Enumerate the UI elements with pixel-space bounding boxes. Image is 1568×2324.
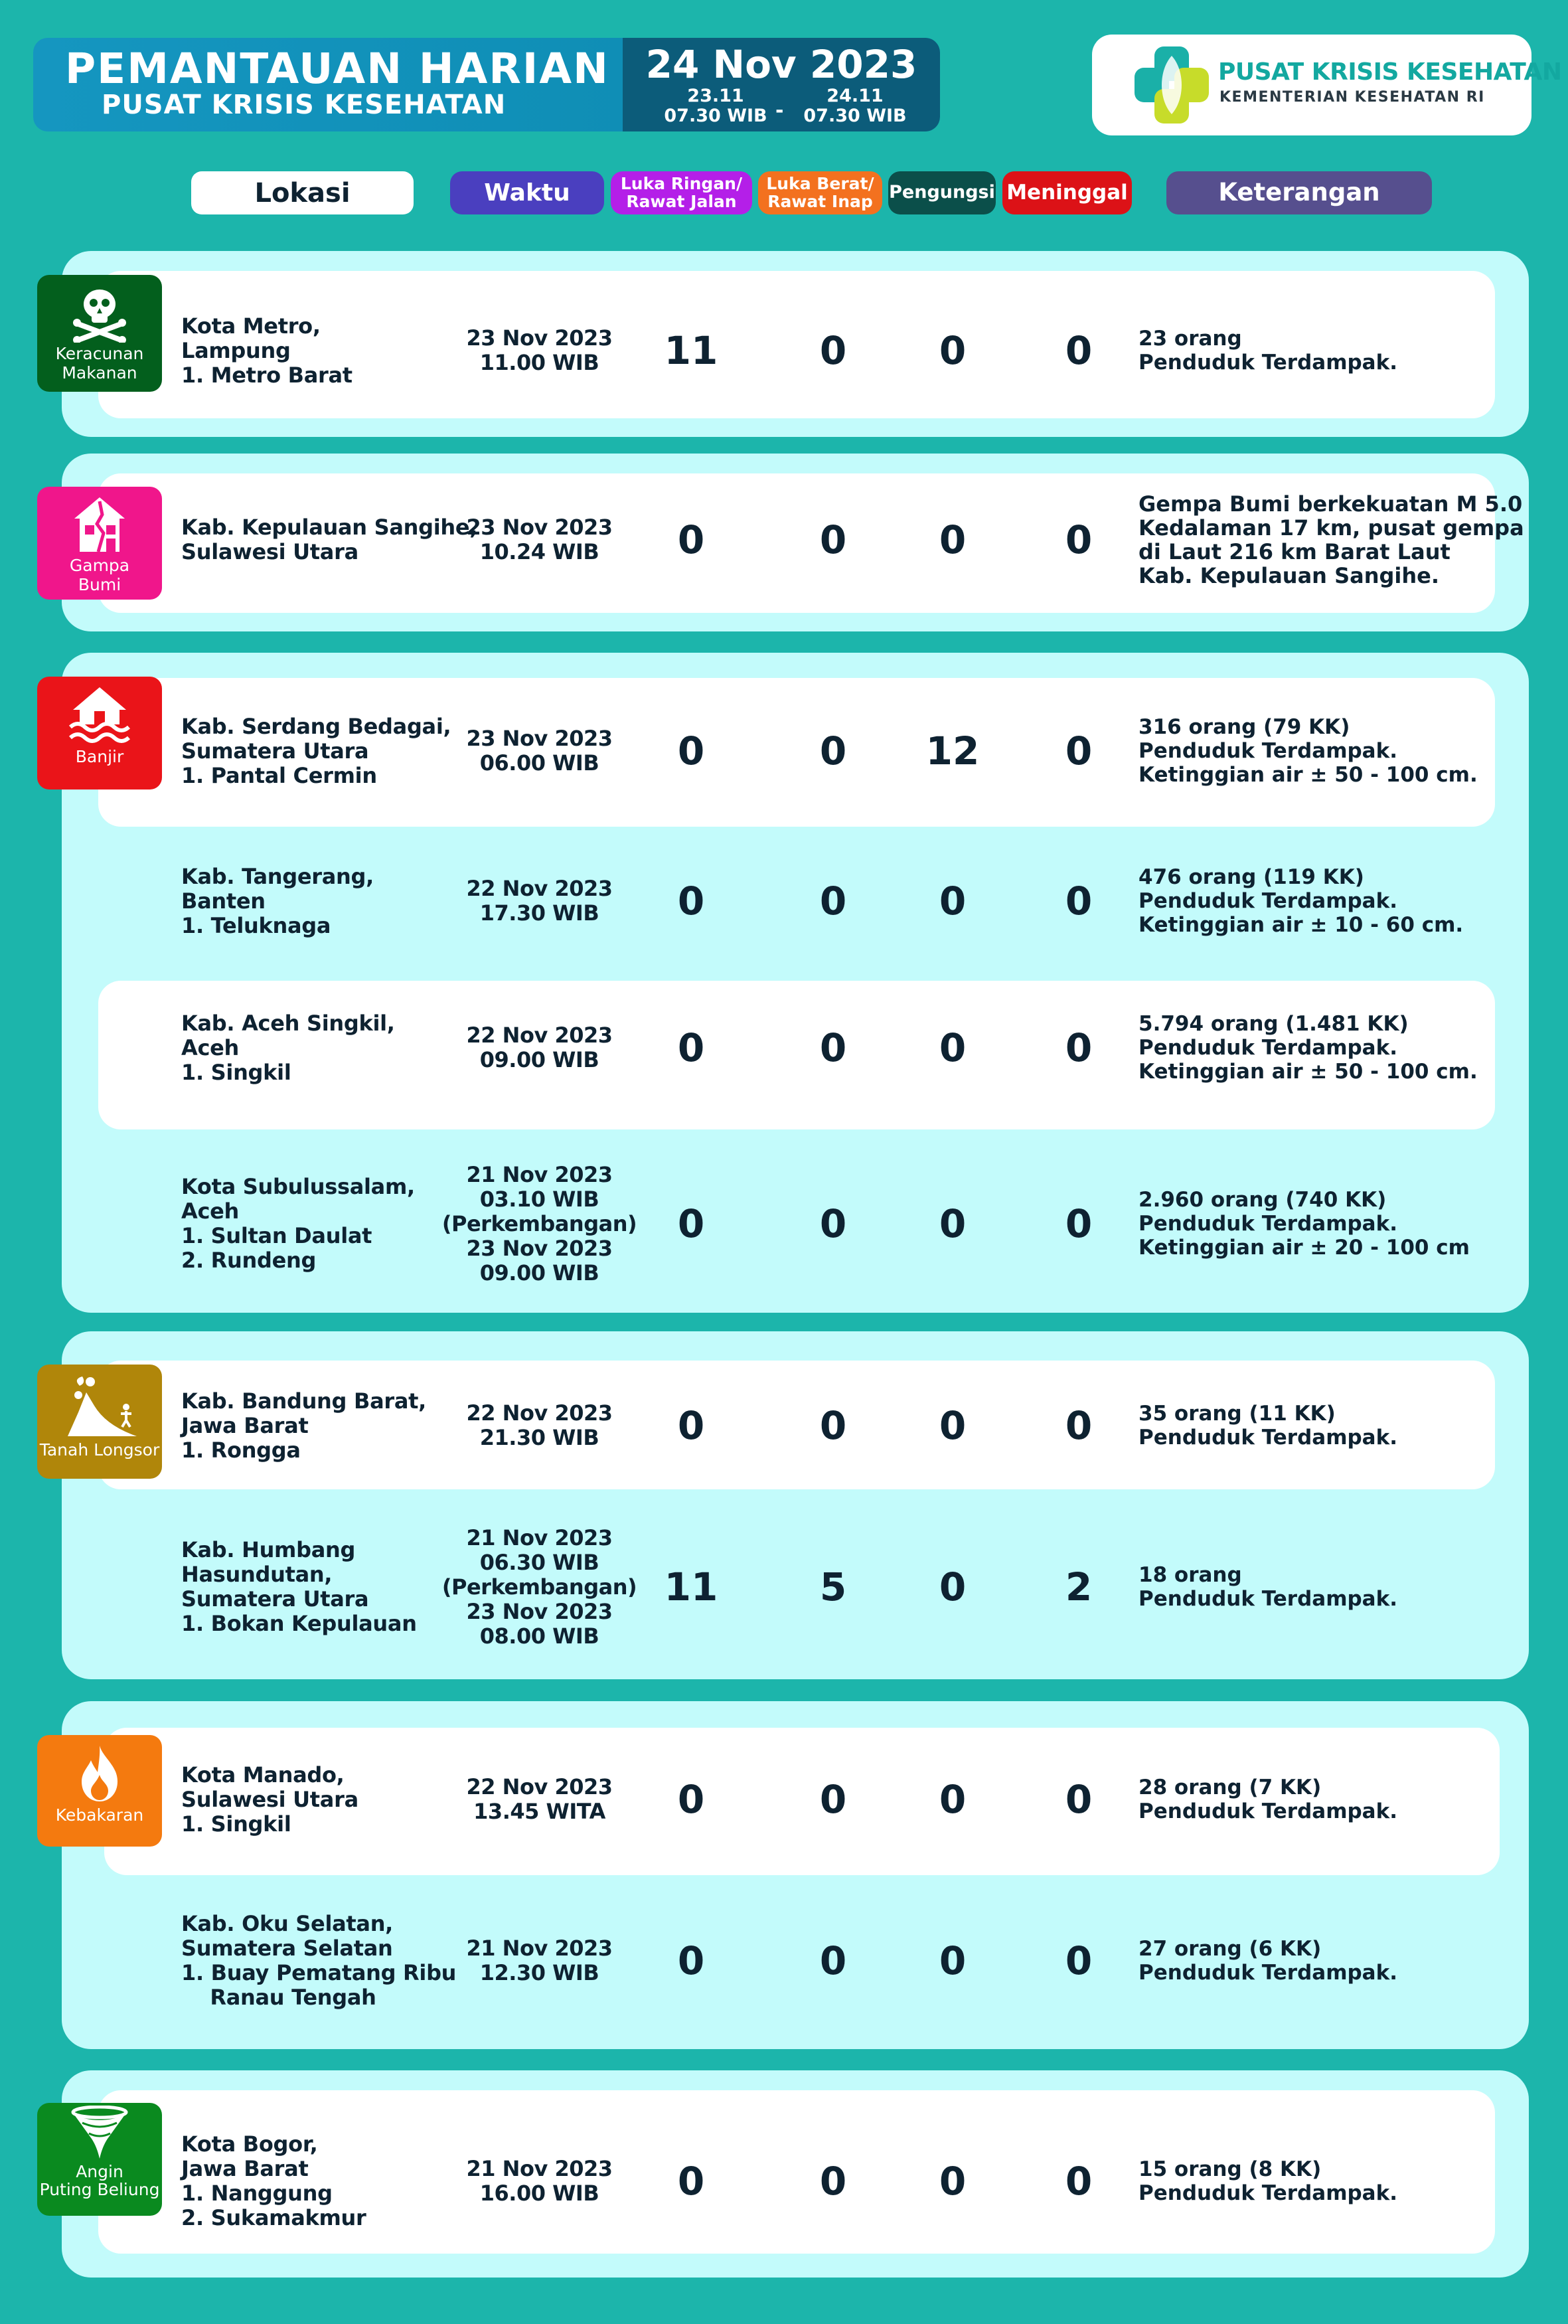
cracked-house-icon: [72, 495, 127, 554]
note-text: 28 orang (7 KK) Penduduk Terdampak.: [1138, 1776, 1397, 1823]
luka-berat-count: 0: [819, 878, 847, 924]
note-text: 18 orang Penduduk Terdampak.: [1138, 1563, 1397, 1611]
luka-berat-count: 0: [819, 517, 847, 562]
luka-berat-count: 0: [819, 1201, 847, 1246]
meninggal-count: 0: [1065, 1403, 1093, 1448]
column-header-lokasi: Lokasi: [191, 171, 414, 214]
column-header-luka-ringan: Luka Ringan/ Rawat Jalan: [611, 171, 752, 214]
meninggal-count: 0: [1065, 1025, 1093, 1070]
time-text: 23 Nov 2023 11.00 WIB: [466, 325, 613, 375]
location-text: Kota Subulussalam, Aceh 1. Sultan Daulat 2. Rundeng: [181, 1174, 415, 1273]
pengungsi-count: 0: [939, 517, 967, 562]
luka-berat-count: 0: [819, 1403, 847, 1448]
pengungsi-count: 0: [939, 1025, 967, 1070]
luka-berat-count: 0: [819, 328, 847, 373]
range-separator: -: [775, 99, 784, 122]
category-label: Angin Puting Beliung: [39, 2162, 160, 2199]
report-date: 24 Nov 2023: [645, 42, 917, 87]
luka-berat-count: 0: [819, 2159, 847, 2204]
note-text: 316 orang (79 KK) Penduduk Terdampak. Ketinggian air ± 50 - 100 cm.: [1138, 715, 1478, 787]
column-header-keterangan: Keterangan: [1166, 171, 1432, 214]
location-text: Kab. Kepulauan Sangihe, Sulawesi Utara: [181, 515, 478, 564]
time-text: 22 Nov 2023 13.45 WITA: [466, 1774, 613, 1824]
meninggal-count: 0: [1065, 2159, 1093, 2204]
category-badge-gempa: [37, 487, 162, 600]
meninggal-count: 0: [1065, 1938, 1093, 1983]
flood-house-icon: [68, 685, 131, 746]
location-text: Kota Manado, Sulawesi Utara 1. Singkil: [181, 1762, 358, 1837]
luka-ringan-count: 11: [664, 328, 718, 373]
note-text: 2.960 orang (740 KK) Penduduk Terdampak. Ketinggian air ± 20 - 100 cm: [1138, 1188, 1470, 1260]
time-text: 21 Nov 2023 12.30 WIB: [466, 1936, 613, 1985]
time-text: 22 Nov 2023 21.30 WIB: [466, 1400, 613, 1450]
pengungsi-count: 12: [925, 728, 980, 774]
category-badge-tanah-longsor: [37, 1365, 162, 1479]
location-text: Kota Bogor, Jawa Barat 1. Nanggung 2. Sukamakmur: [181, 2131, 366, 2230]
column-header-pengungsi: Pengungsi: [888, 171, 996, 214]
landslide-icon: [60, 1372, 139, 1439]
luka-ringan-count: 0: [677, 1403, 705, 1448]
pengungsi-count: 0: [939, 328, 967, 373]
location-text: Kota Metro, Lampung 1. Metro Barat: [181, 313, 353, 388]
header-banner: [33, 38, 940, 131]
luka-ringan-count: 0: [677, 517, 705, 562]
note-text: 35 orang (11 KK) Penduduk Terdampak.: [1138, 1402, 1397, 1450]
luka-ringan-count: 0: [677, 1938, 705, 1983]
category-badge-banjir: [37, 677, 162, 789]
pengungsi-count: 0: [939, 1403, 967, 1448]
note-text: 5.794 orang (1.481 KK) Penduduk Terdampak. Ketinggian air ± 50 - 100 cm.: [1138, 1012, 1478, 1084]
luka-berat-count: 5: [819, 1564, 847, 1610]
time-text: 21 Nov 2023 06.30 WIB (Perkembangan) 23 Nov 2023 08.00 WIB: [441, 1525, 637, 1649]
category-badge-kebakaran: [37, 1735, 162, 1847]
pengungsi-count: 0: [939, 878, 967, 924]
category-label: Banjir: [75, 747, 124, 766]
luka-ringan-count: 0: [677, 1201, 705, 1246]
pengungsi-count: 0: [939, 1201, 967, 1246]
time-text: 23 Nov 2023 06.00 WIB: [466, 726, 613, 776]
note-text: 15 orang (8 KK) Penduduk Terdampak.: [1138, 2157, 1397, 2205]
luka-berat-count: 0: [819, 1777, 847, 1822]
location-text: Kab. Aceh Singkil, Aceh 1. Singkil: [181, 1010, 395, 1085]
luka-ringan-count: 0: [677, 1025, 705, 1070]
luka-berat-count: 0: [819, 1938, 847, 1983]
note-text: 23 orang Penduduk Terdampak.: [1138, 327, 1397, 374]
column-header-meninggal: Meninggal: [1002, 171, 1132, 214]
skull-crossbones-icon: [72, 283, 127, 343]
note-text: 476 orang (119 KK) Penduduk Terdampak. Ketinggian air ± 10 - 60 cm.: [1138, 865, 1464, 937]
meninggal-count: 0: [1065, 1201, 1093, 1246]
meninggal-count: 0: [1065, 878, 1093, 924]
time-text: 22 Nov 2023 09.00 WIB: [466, 1023, 613, 1072]
meninggal-count: 0: [1065, 1777, 1093, 1822]
luka-ringan-count: 0: [677, 1777, 705, 1822]
category-badge-keracunan: [37, 275, 162, 392]
time-text: 21 Nov 2023 16.00 WIB: [466, 2156, 613, 2206]
category-label: Gampa Bumi: [69, 556, 130, 594]
location-text: Kab. Tangerang, Banten 1. Teluknaga: [181, 863, 374, 938]
category-label: Kebakaran: [55, 1805, 144, 1825]
kemenkes-logo-icon: [1132, 44, 1212, 126]
logo-card: [1092, 35, 1562, 135]
location-text: Kab. Bandung Barat, Jawa Barat 1. Rongga: [181, 1388, 426, 1463]
pengungsi-count: 0: [939, 1938, 967, 1983]
luka-berat-count: 0: [819, 728, 847, 774]
page-title: PEMANTAUAN HARIAN: [65, 44, 609, 93]
location-text: Kab. Oku Selatan, Sumatera Selatan 1. Buay Pematang Ribu Ranau Tengah: [181, 1911, 457, 2010]
pengungsi-count: 0: [939, 1564, 967, 1610]
location-text: Kab. Humbang Hasundutan, Sumatera Utara 1. Bokan Kepulauan: [181, 1537, 417, 1636]
range-start-time: 07.30 WIB: [664, 106, 767, 126]
luka-ringan-count: 11: [664, 1564, 718, 1610]
logo-name: PUSAT KRISIS KESEHATAN: [1218, 58, 1562, 86]
time-text: 22 Nov 2023 17.30 WIB: [466, 876, 613, 926]
category-badge-angin: [37, 2103, 162, 2216]
note-text: Gempa Bumi berkekuatan M 5.0 Kedalaman 17 km, pusat gempa di Laut 216 km Barat Laut Kab. Kepulauan Sangihe.: [1138, 491, 1524, 588]
note-text: 27 orang (6 KK) Penduduk Terdampak.: [1138, 1937, 1397, 1985]
fire-icon: [76, 1743, 123, 1804]
page-subtitle: PUSAT KRISIS KESEHATAN: [102, 90, 507, 120]
category-label: Keracunan Makanan: [55, 344, 144, 382]
luka-ringan-count: 0: [677, 2159, 705, 2204]
location-text: Kab. Serdang Bedagai, Sumatera Utara 1. Pantal Cermin: [181, 713, 451, 788]
meninggal-count: 0: [1065, 328, 1093, 373]
tornado-icon: [68, 2106, 131, 2161]
logo-subtitle: KEMENTERIAN KESEHATAN RI: [1219, 89, 1485, 106]
column-header-luka-berat: Luka Berat/ Rawat Inap: [758, 171, 882, 214]
category-label: Tanah Longsor: [39, 1440, 160, 1459]
column-header-waktu: Waktu: [450, 171, 604, 214]
range-start-date: 23.11: [687, 86, 744, 106]
meninggal-count: 0: [1065, 517, 1093, 562]
meninggal-count: 2: [1065, 1564, 1093, 1610]
meninggal-count: 0: [1065, 728, 1093, 774]
pengungsi-count: 0: [939, 2159, 967, 2204]
time-text: 23 Nov 2023 10.24 WIB: [466, 515, 613, 564]
time-text: 21 Nov 2023 03.10 WIB (Perkembangan) 23 Nov 2023 09.00 WIB: [441, 1161, 637, 1286]
luka-ringan-count: 0: [677, 878, 705, 924]
range-end-time: 07.30 WIB: [803, 106, 907, 126]
range-end-date: 24.11: [826, 86, 884, 106]
luka-berat-count: 0: [819, 1025, 847, 1070]
luka-ringan-count: 0: [677, 728, 705, 774]
pengungsi-count: 0: [939, 1777, 967, 1822]
date-box: [623, 38, 940, 131]
